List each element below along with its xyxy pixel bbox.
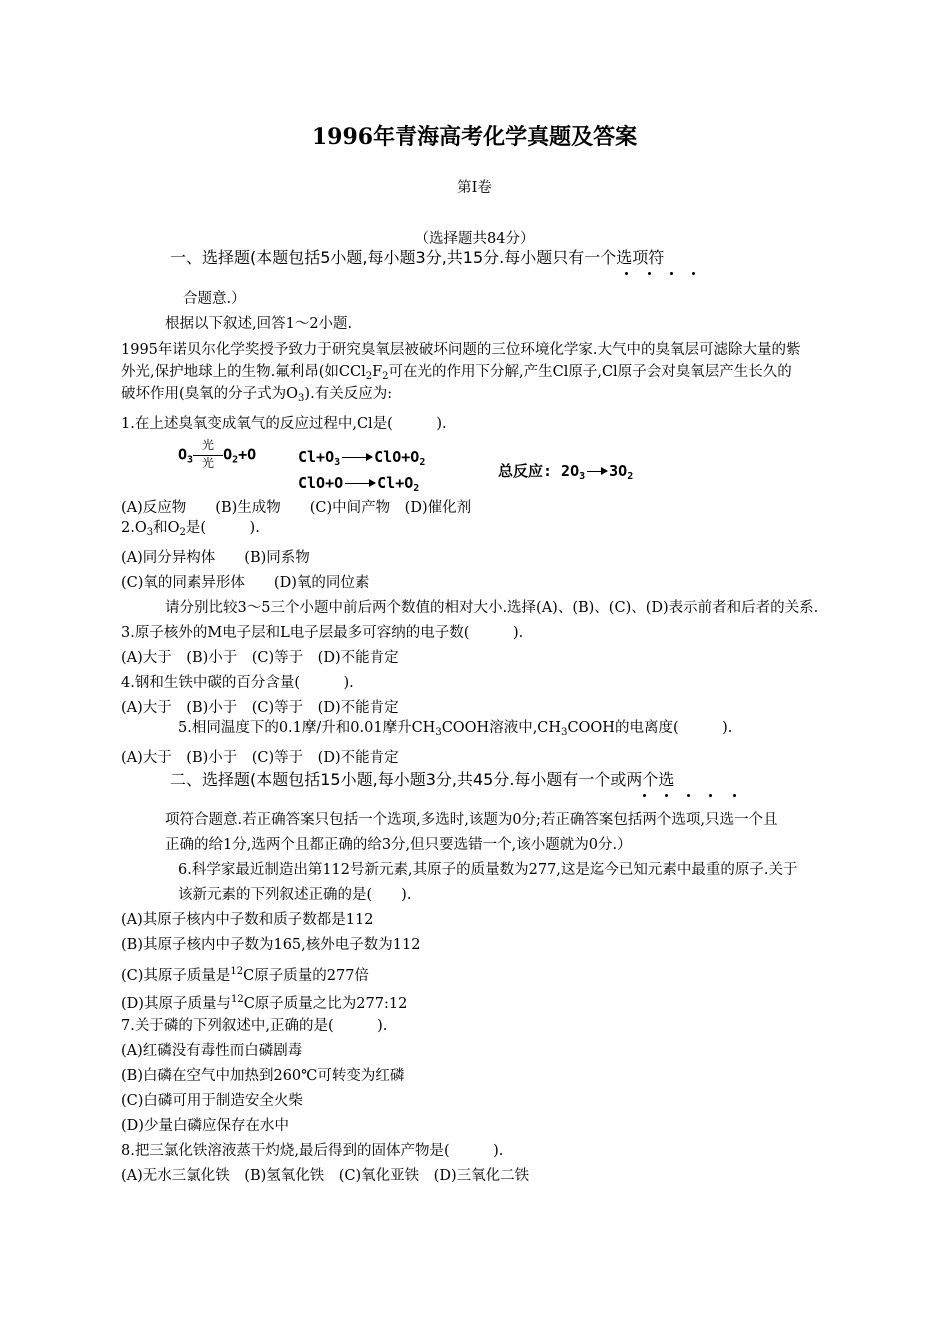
question-6-option-a: (A)其原子核内中子数和质子数都是112 xyxy=(121,912,374,928)
question-6-option-b: (B)其原子核内中子数为165,核外电子数为112 xyxy=(121,937,421,953)
section2-heading: 二、选择题(本题包括15小题,每小题3分,共45分.每小题有一个或两个选 xyxy=(170,770,675,789)
passage-line-3: 破坏作用(臭氧的分子式为$O_3$).有关反应为: xyxy=(121,386,393,404)
question-6: 6.科学家最近制造出第112号新元素,其原子的质量数为277,这是迄今已知元素中最重的原子.关于 xyxy=(178,862,798,878)
question-7-option-c: (C)白磷可用于制造安全火柴 xyxy=(121,1093,303,1109)
section1-heading-cont: 合题意.） xyxy=(183,291,246,307)
question-8: 8.把三氯化铁溶液蒸干灼烧,最后得到的固体产物是( ). xyxy=(121,1143,504,1159)
passage-intro: 根据以下叙述,回答1～2小题. xyxy=(165,316,353,332)
question-6-option-c: (C)其原子质量是$^{12}$C原子质量的277倍 xyxy=(121,966,369,984)
question-3-options: (A)大于 (B)小于 (C)等于 (D)不能肯定 xyxy=(121,650,399,666)
question-4-options: (A)大于 (B)小于 (C)等于 (D)不能肯定 xyxy=(121,700,399,716)
question-3: 3.原子核外的M电子层和L电子层最多可容纳的电子数( ). xyxy=(121,625,524,641)
section2-heading-cont-2: 正确的给1分,选两个且都正确的给3分,但只要选错一个,该小题就为0分.） xyxy=(165,837,632,853)
reaction-equation-1: $O_3$ $\frac{\text{光}}{\text{光}}$ $O_2+O$ xyxy=(178,438,257,470)
question-7-option-b: (B)白磷在空气中加热到260℃可转变为红磷 xyxy=(121,1068,405,1084)
question-2-options-1: (A)同分异构体 (B)同系物 xyxy=(121,550,310,566)
volume-label: 第I卷 xyxy=(457,180,492,196)
question-5-options: (A)大于 (B)小于 (C)等于 (D)不能肯定 xyxy=(121,750,399,766)
emphasis-dot xyxy=(670,272,673,275)
reaction-equation-3: ClO+O $Cl+O_2$ xyxy=(298,474,420,494)
question-2: $2.O_3$和$O_2$是( ). xyxy=(121,520,260,538)
question-7-option-d: (D)少量白磷应保存在水中 xyxy=(121,1118,289,1134)
reaction-equation-2: $Cl+O_3$ $ClO+O_2$ xyxy=(298,448,426,468)
question-1-options: (A)反应物 (B)生成物 (C)中间产物 (D)催化剂 xyxy=(121,500,472,516)
emphasis-dot xyxy=(692,272,695,275)
question-1: 1.在上述臭氧变成氧气的反应过程中,Cl是( ). xyxy=(121,416,447,432)
question-2-options-2: (C)氧的同素异形体 (D)氧的同位素 xyxy=(121,575,370,591)
light-condition-arrow: $\frac{\text{光}}{\text{光}}$ xyxy=(193,440,223,470)
section1-heading: 一、选择题(本题包括5小题,每小题3分,共15分.每小题只有一个选项符 xyxy=(170,248,665,267)
emphasis-dot xyxy=(648,272,651,275)
question-8-options: (A)无水三氯化铁 (B)氢氧化铁 (C)氧化亚铁 (D)三氧化二铁 xyxy=(121,1168,530,1184)
question-7-option-a: (A)红磷没有毒性而白磷剧毒 xyxy=(121,1043,303,1059)
arrow-icon xyxy=(345,483,375,484)
arrow-icon xyxy=(342,457,372,458)
passage-line-1: 1995年诺贝尔化学奖授予致力于研究臭氧层被破坏问题的三位环境化学家.大气中的臭氧层可滤除大量的紫 xyxy=(121,342,801,358)
compare-intro: 请分别比较3～5三个小题中前后两个数值的相对大小.选择(A)、(B)、(C)、(D)表示前者和后者的关系. xyxy=(165,600,819,616)
emphasis-dot xyxy=(625,272,628,275)
question-4: 4.钢和生铁中碳的百分含量( ). xyxy=(121,675,354,691)
emphasis-dot xyxy=(665,794,668,797)
emphasis-dot xyxy=(643,794,646,797)
emphasis-dot xyxy=(733,794,736,797)
question-6-cont: 该新元素的下列叙述正确的是( ). xyxy=(178,887,412,903)
page-title: 1996年青海高考化学真题及答案 xyxy=(311,124,638,150)
total-reaction: 总反应: $2O_3$ $3O_2$ xyxy=(498,462,634,482)
section2-heading-cont-1: 项符合题意.若正确答案只包括一个选项,多选时,该题为0分;若正确答案包括两个选项,只选一个且 xyxy=(165,812,778,828)
emphasis-dot xyxy=(687,794,690,797)
passage-line-2: 外光,保护地球上的生物.氟利昂(如$CCl_2F_2$可在光的作用下分解,产生Cl原子,Cl原子会对臭氧层产生长久的 xyxy=(121,364,792,382)
emphasis-dot xyxy=(709,794,712,797)
arrow-icon xyxy=(587,471,607,472)
volume-note: （选择题共84分） xyxy=(414,231,535,247)
question-7: 7.关于磷的下列叙述中,正确的是( ). xyxy=(121,1018,388,1034)
question-6-option-d: (D)其原子质量与$^{12}$C原子质量之比为277:12 xyxy=(121,994,408,1012)
question-5: 5.相同温度下的0.1摩/升和0.01摩升$CH_3COOH$溶液中$,CH_3COOH$的电离度( ). xyxy=(178,720,733,738)
